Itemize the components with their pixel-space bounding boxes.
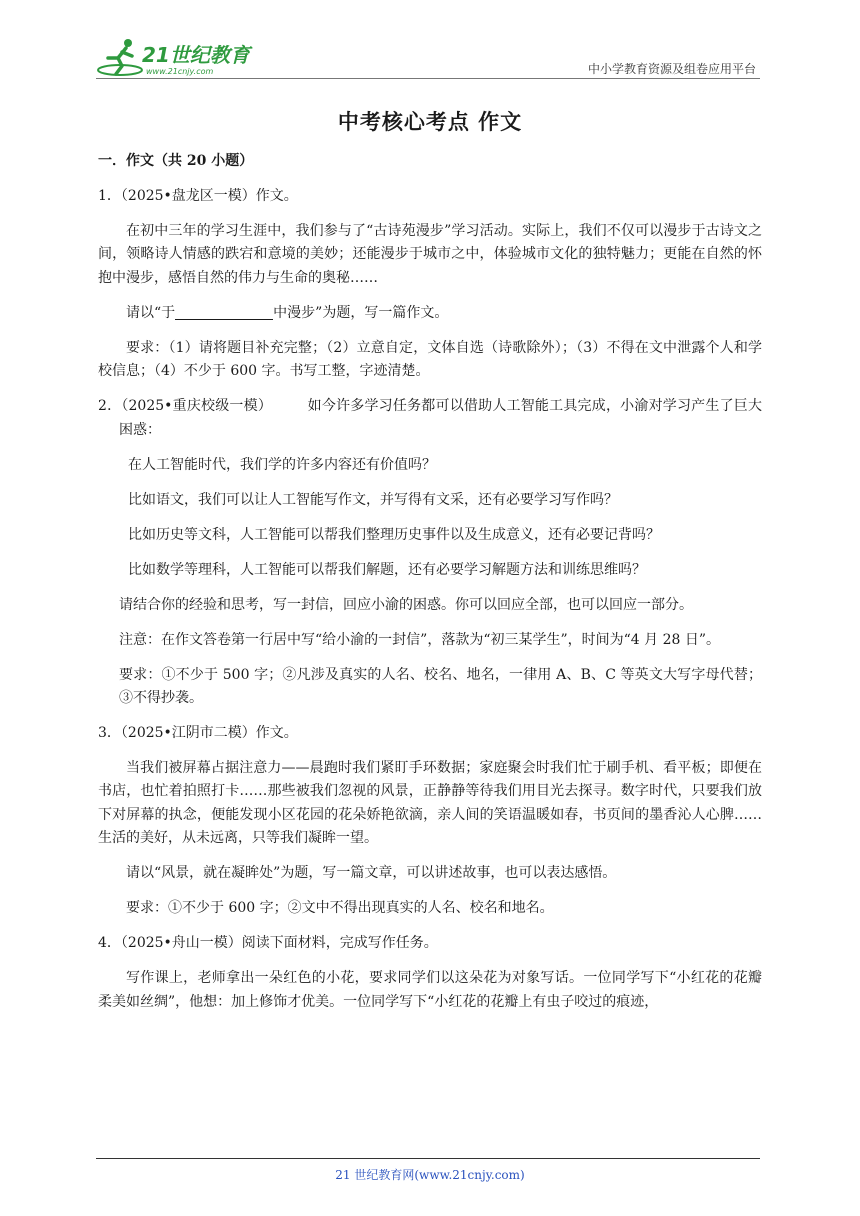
question-2-requirements: 要求：①不少于 500 字；②凡涉及真实的人名、校名、地名，一律用 A、B、C 等英文大写字母代替；③不得抄袭。 <box>119 666 762 707</box>
question-4-header: 4．（2025•舟山一模）阅读下面材料，完成写作任务。 <box>98 935 438 952</box>
question-2-header: 2．（2025•重庆校级一模） 如今许多学习任务都可以借助人工智能工具完成，小渝对学习产生了巨大困惑： <box>98 398 762 438</box>
header-tagline: 中小学教育资源及组卷应用平台 <box>587 62 756 76</box>
question-2-line: 比如历史等文科，人工智能可以帮我们整理历史事件以及生成意义，还有必要记背吗？ <box>128 526 660 543</box>
question-2-line: 比如语文，我们可以让人工智能写作文，并写得有文采，还有必要学习写作吗？ <box>128 491 618 508</box>
section-heading: 一．作文（共 20 小题） <box>98 153 254 169</box>
question-1-requirements: 要求：（1）请将题目补充完整；（2）立意自定，文体自选（诗歌除外）；（3）不得在文中泄露个人和学校信息；（4）不少于 600 字。书写工整，字迹清楚。 <box>98 339 762 380</box>
question-3-material: 当我们被屏幕占据注意力——晨跑时我们紧盯手环数据；家庭聚会时我们忙于刷手机、看平板；即便在书店，也忙着拍照打卡……那些被我们忽视的风景，正静静等待我们用目光去探寻。数字时代，只要我们放下对屏幕的执念，便能发现小区花园的花朵娇艳欲滴，亲人间的笑语温暖如春，书页间的墨香沁人心脾……生活的美好，从未远离，只等我们凝眸一望。 <box>98 760 762 847</box>
prompt-text-before: 请以“于 <box>126 304 176 321</box>
question-1-prompt <box>98 302 762 325</box>
prompt-text-after: 中漫步”为题，写一篇作文。 <box>273 304 449 321</box>
question-3-header: 3．（2025•江阴市二模）作文。 <box>98 725 298 742</box>
question-1-header: 1．（2025•盘龙区一模）作文。 <box>98 188 298 204</box>
site-logo <box>96 36 266 78</box>
question-3-prompt: 请以“风景，就在凝眸处”为题，写一篇文章，可以讲述故事，也可以表达感悟。 <box>126 865 617 882</box>
page-header <box>96 36 760 80</box>
question-4-material: 写作课上，老师拿出一朵红色的小花，要求同学们以这朵花为对象写话。一位同学写下“小红花的花瓣柔美如丝绸”，他想：加上修饰才优美。一位同学写下“小红花的花瓣上有虫子咬过的痕迹， <box>98 970 762 1010</box>
question-2-instruction: 请结合你的经验和思考，写一封信，回应小渝的困惑。你可以回应全部，也可以回应一部分。 <box>119 596 693 613</box>
footer-divider <box>96 1158 760 1159</box>
document-title: 中考核心考点 作文 <box>337 109 523 134</box>
header-divider <box>96 78 760 79</box>
logo-brand: 21世纪教育 <box>142 43 250 67</box>
fill-in-blank <box>175 303 273 320</box>
question-1-material: 在初中三年的学习生涯中，我们参与了“古诗苑漫步”学习活动。实际上，我们不仅可以漫步于古诗文之间，领略诗人情感的跌宕和意境的美妙；还能漫步于城市之中，体验城市文化的独特魅力；更能在自然的怀抱中漫步，感悟自然的伟力与生命的奥秘…… <box>98 223 762 286</box>
logo-url: www.21cnjy.com <box>146 67 214 76</box>
question-3-requirements: 要求：①不少于 600 字；②文中不得出现真实的人名、校名和地名。 <box>126 900 554 917</box>
question-2-line: 比如数学等理科，人工智能可以帮我们解题，还有必要学习解题方法和训练思维吗？ <box>128 561 646 578</box>
question-2-line: 在人工智能时代，我们学的许多内容还有价值吗？ <box>128 456 436 473</box>
document-body <box>98 150 762 1026</box>
page-footer: 21 世纪教育网(www.21cnjy.com) <box>335 1168 525 1182</box>
question-2-note: 注意：在作文答卷第一行居中写“给小渝的一封信”，落款为“初三某学生”，时间为“4 月 28 日”。 <box>119 631 721 648</box>
